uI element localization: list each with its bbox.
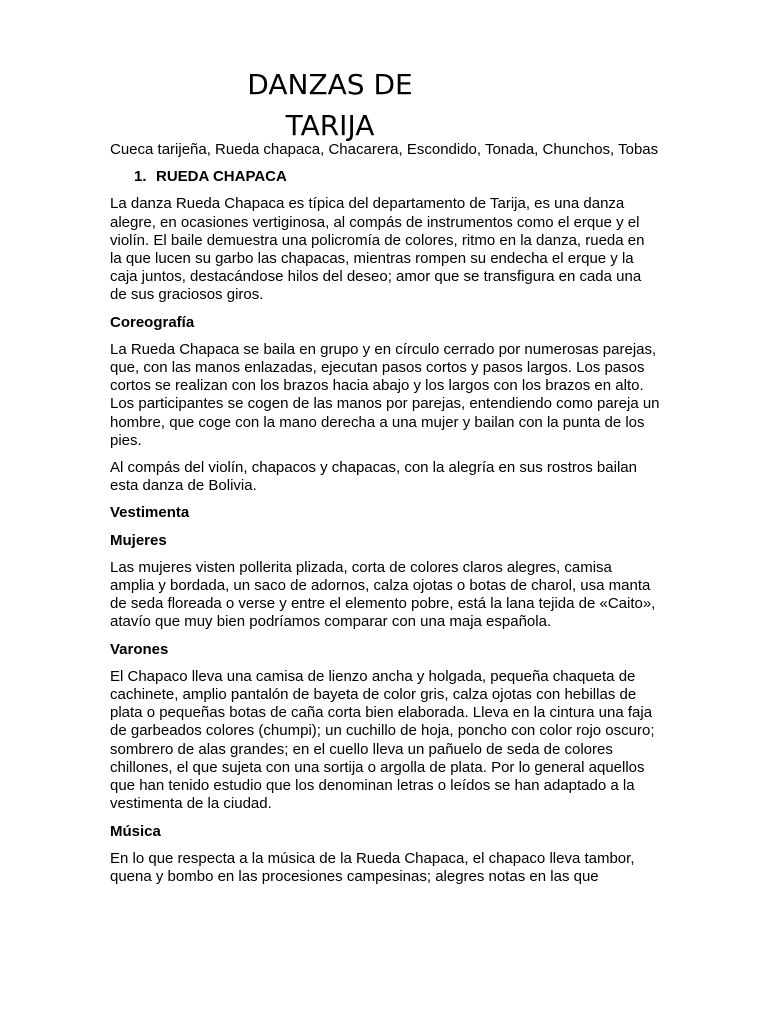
section-heading-rueda-chapaca bbox=[110, 168, 660, 186]
heading-musica: Música bbox=[110, 822, 161, 840]
paragraph-varones: El Chapaco lleva una camisa de lienzo ancha y holgada, pequeña chaqueta de cachinete, amplio pantalón de bayeta de color gris, calza ojotas con hebillas de plata o pequeñas botas de caña corta bien elaborada. Lleva en la cintura una faja de garbeados colores (chumpi); un cuchillo de hoja, poncho con color rojo oscuro; sombrero de alas grandes; en el cuello lleva un pañuelo de seda de colores chillones, el que sujeta con una sortija o argolla de plata. Por lo general aquellos que han tenido estudio que los denominan letras o leídos se han adaptado a la vestimenta de la ciudad. bbox=[110, 667, 655, 813]
section-heading-text: RUEDA CHAPACA bbox=[156, 168, 287, 186]
heading-mujeres: Mujeres bbox=[110, 531, 167, 549]
list-number: 1. bbox=[134, 168, 147, 186]
dance-list: Cueca tarijeña, Rueda chapaca, Chacarera, Escondido, Tonada, Chunchos, Tobas bbox=[110, 141, 659, 158]
paragraph-coreografia: La Rueda Chapaca se baila en grupo y en círculo cerrado por numerosas parejas, que, con las manos enlazadas, ejecutan pasos cortos y pasos largos. Los pasos cortos se realizan con los brazos hacia abajo y los largos con los brazos en alto. Los participantes se cogen de las manos por parejas, entendiendo como pareja un hombre, que coge con la mano derecha a una mujer y bailan con la punta de los pies. bbox=[110, 340, 660, 449]
paragraph-rueda-description: La danza Rueda Chapaca es típica del departamento de Tarija, es una danza alegre, en ocasiones vertiginosa, al compás de instrumentos como el erque y el violín. El baile demuestra una policromía de colores, ritmo en la danza, rueda en la que lucen su garbo las chapacas, mientras rompen su endecha el erque y la caja juntos, destacándose hilos del deseo; amor que se transfigura en cada una de sus graciosos giros. bbox=[110, 195, 645, 304]
paragraph-mujeres: Las mujeres visten pollerita plizada, corta de colores claros alegres, camisa amplia y bordada, un saco de adornos, calza ojotas o botas de charol, usa manta de seda floreada o verse y entre el elemento pobre, está la lana tejida de «Caito», atavío que muy bien podríamos comparar con una maja española. bbox=[110, 558, 656, 631]
heading-coreografia: Coreografía bbox=[110, 313, 195, 331]
paragraph-musica: En lo que respecta a la música de la Rueda Chapaca, el chapaco lleva tambor, quena y bombo en las procesiones campesinas; alegres notas en las que bbox=[110, 849, 635, 885]
heading-varones: Varones bbox=[110, 640, 169, 658]
heading-vestimenta: Vestimenta bbox=[110, 504, 190, 522]
document-body bbox=[110, 141, 660, 895]
document-title: DANZAS DE TARIJA bbox=[247, 68, 413, 142]
paragraph-compas: Al compás del violín, chapacos y chapacas, con la alegría en sus rostros bailan esta danza de Bolivia. bbox=[110, 459, 637, 495]
